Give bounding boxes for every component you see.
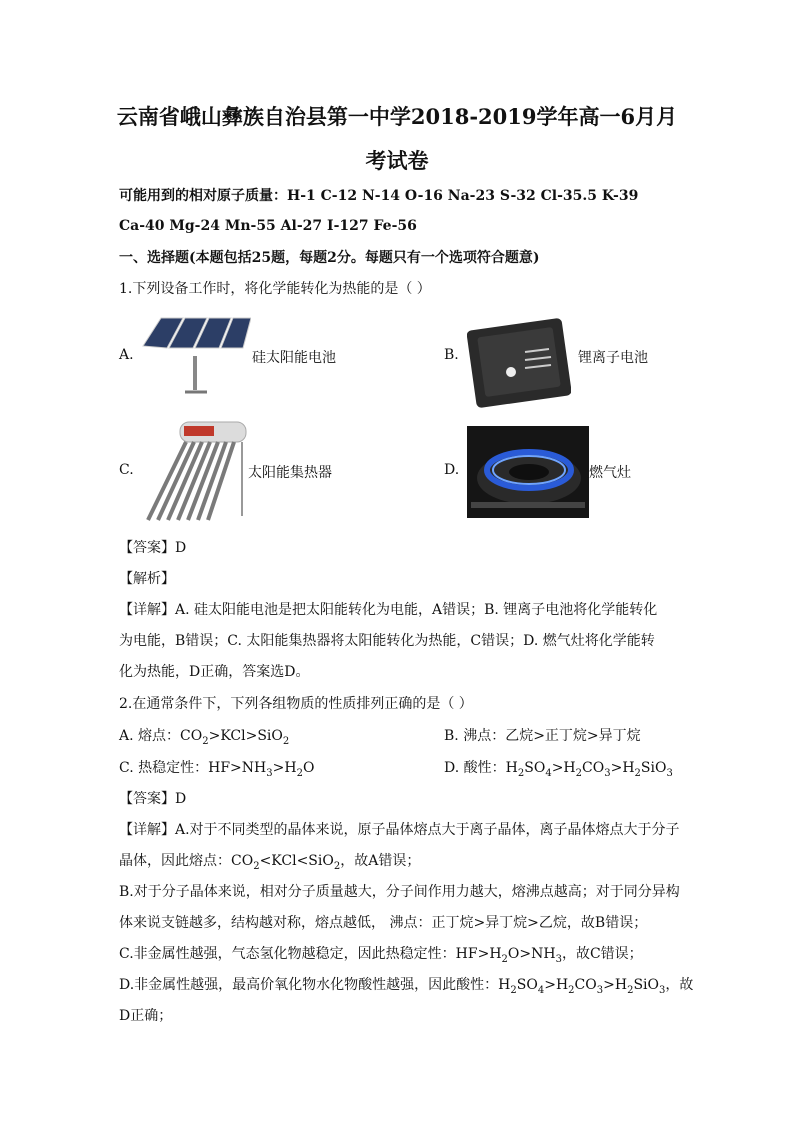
gas-stove-icon bbox=[467, 426, 589, 518]
q1-option-b-label: B. bbox=[444, 347, 459, 363]
q1-detail-line1: 【详解】A. 硅太阳能电池是把太阳能转化为电能，A错误；B. 锂离子电池将化学能转化 bbox=[119, 602, 658, 618]
solar-panel-icon bbox=[141, 316, 251, 396]
battery-icon bbox=[467, 316, 571, 408]
section-heading: 一、选择题(本题包括25题，每题2分。每题只有一个选项符合题意) bbox=[119, 250, 540, 266]
q1-option-a-label: A. bbox=[119, 347, 134, 363]
exam-title-line1: 云南省峨山彝族自治县第一中学2018-2019学年高一6月月 bbox=[116, 104, 678, 129]
q1-option-b-text: 锂离子电池 bbox=[578, 350, 648, 366]
q1-option-c-label: C. bbox=[119, 462, 134, 478]
q2-option-b: B. 沸点：乙烷>正丁烷>异丁烷 bbox=[444, 728, 641, 744]
q2-option-c: C. 热稳定性：$HF>NH_3>H_2O$ bbox=[119, 760, 315, 779]
q1-option-d-label: D. bbox=[444, 462, 460, 478]
q1-detail-line2: 为电能，B错误；C. 太阳能集热器将太阳能转化为热能，C错误；D. 燃气灶将化学能转 bbox=[119, 633, 655, 649]
water-heater-icon bbox=[142, 420, 248, 524]
q1-stem: 1.下列设备工作时，将化学能转化为热能的是（ ） bbox=[119, 281, 431, 297]
q1-option-a-text: 硅太阳能电池 bbox=[252, 350, 336, 366]
exam-title-line2: 考试卷 bbox=[365, 148, 429, 173]
q1-option-c-text: 太阳能集热器 bbox=[248, 465, 332, 481]
q2-detail-d-line1: D.非金属性越强，最高价氧化物水化物酸性越强，因此酸性：$H_2SO_4>H_2CO_3>H_2SiO_3$，故 bbox=[119, 977, 694, 996]
q2-detail-b-line1: B.对于分子晶体来说，相对分子质量越大，分子间作用力越大，熔沸点越高；对于同分异构 bbox=[119, 884, 680, 900]
q2-detail-a-line1: 【详解】A.对于不同类型的晶体来说，原子晶体熔点大于离子晶体，离子晶体熔点大于分子 bbox=[119, 822, 680, 838]
q2-detail-c-line1: C.非金属性越强，气态氢化物越稳定，因此热稳定性：$HF>H_2O>NH_3$，故C错误； bbox=[119, 946, 643, 965]
q2-stem: 2.在通常条件下，下列各组物质的性质排列正确的是（ ） bbox=[119, 696, 473, 712]
q2-answer: 【答案】D bbox=[119, 791, 187, 807]
q2-option-a: A. 熔点：$CO_2>KCl>SiO_2$ bbox=[119, 728, 290, 747]
q2-detail-a-line2: 晶体，因此熔点：$CO_2<KCl<SiO_2$，故A错误； bbox=[119, 853, 421, 872]
q1-detail-line3: 化为热能，D正确，答案选D。 bbox=[119, 664, 310, 680]
q1-answer: 【答案】D bbox=[119, 540, 187, 556]
q1-option-d-text: 燃气灶 bbox=[589, 465, 631, 481]
q2-detail-d-line2: D正确； bbox=[119, 1008, 173, 1024]
atomic-mass-line2: Ca-40 Mg-24 Mn-55 Al-27 I-127 Fe-56 bbox=[119, 218, 417, 234]
q1-analysis-label: 【解析】 bbox=[119, 571, 175, 587]
q2-option-d: D. 酸性：$H_2SO_4>H_2CO_3>H_2SiO_3$ bbox=[444, 760, 673, 779]
atomic-mass-line1: 可能用到的相对原子质量：H-1 C-12 N-14 O-16 Na-23 S-32 Cl-35.5 K-39 bbox=[119, 188, 639, 204]
q2-detail-b-line2: 体来说支链越多，结构越对称，熔点越低， 沸点：正丁烷>异丁烷>乙烷，故B错误； bbox=[119, 915, 648, 931]
